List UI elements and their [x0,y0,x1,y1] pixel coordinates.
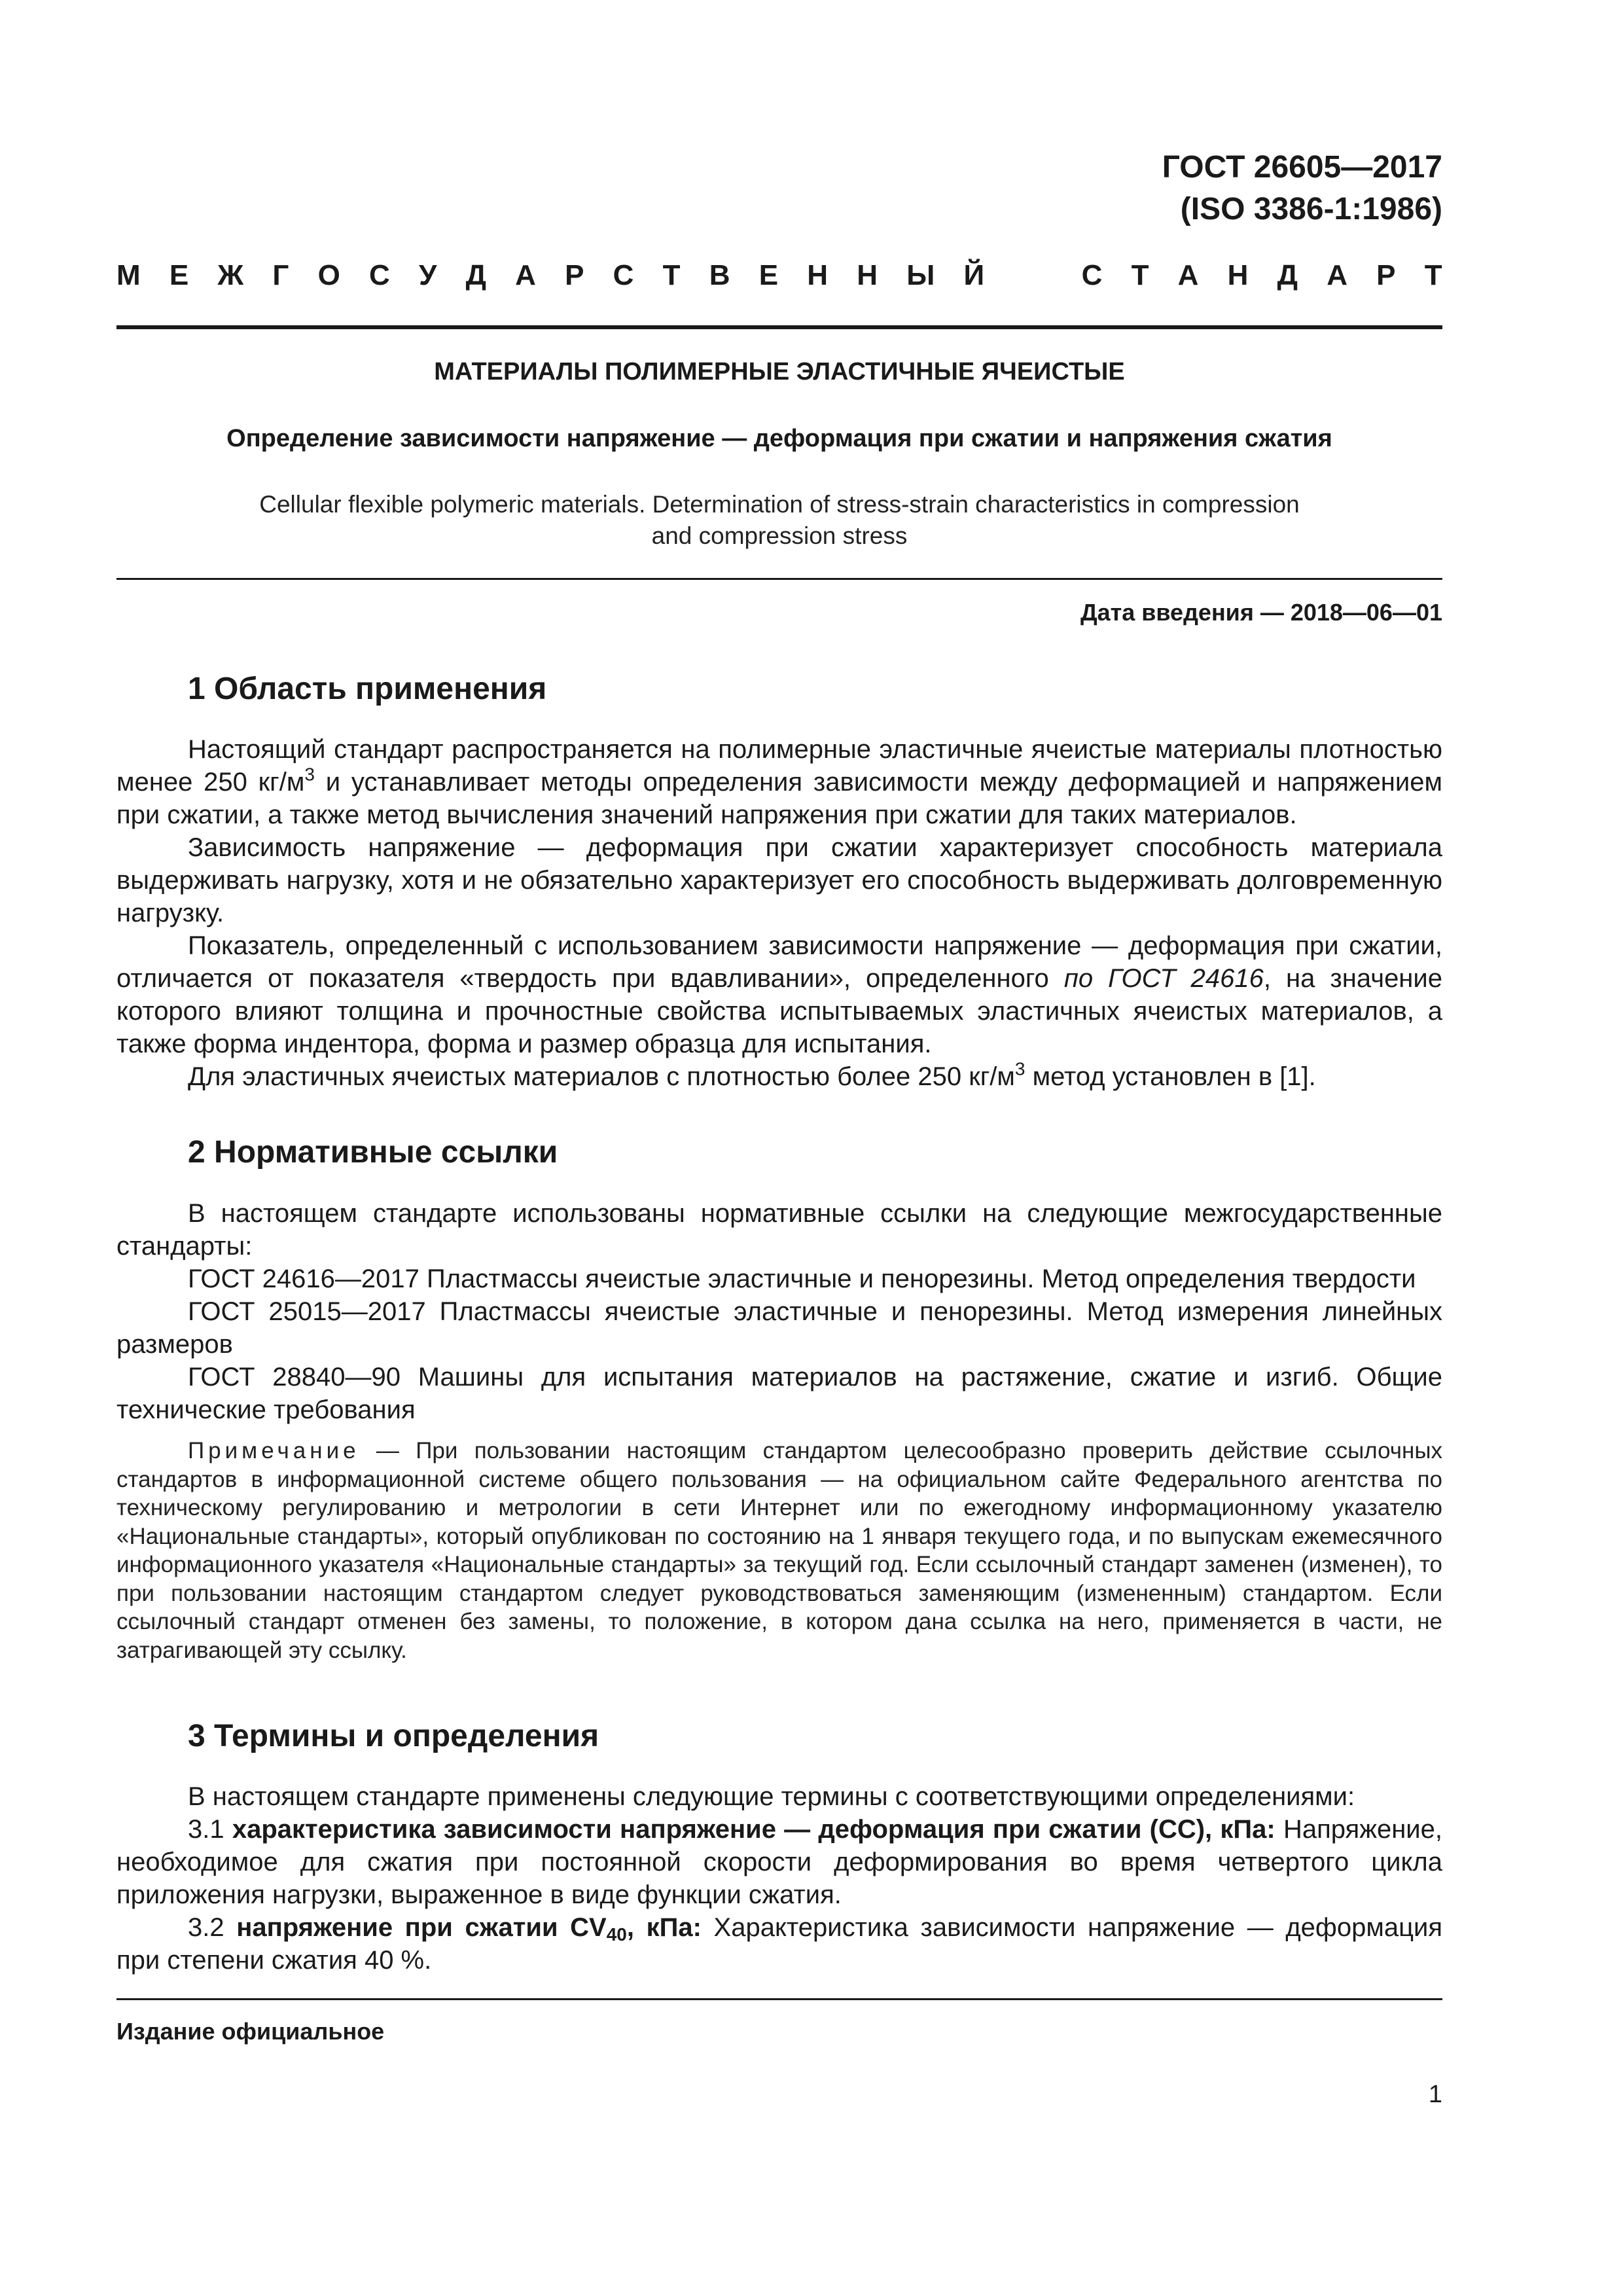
footer-rule [116,1998,1442,2000]
banner-letter: Г [272,259,289,291]
banner-letter: Р [565,259,584,291]
text: метод установлен в [1]. [1025,1062,1316,1091]
section-2-heading: 2 Нормативные ссылки [188,1135,558,1170]
subscript: 40 [606,1924,627,1945]
normative-reference-3: ГОСТ 28840—90 Машины для испытания материалов на растяжение, сжатие и изгиб. Общие технические требования [116,1363,1442,1424]
banner-letter: Д [465,259,486,291]
text: Для эластичных ячеистых материалов с плотностью более 250 кг/м [188,1062,1015,1091]
term-3-2 [116,1911,1442,1977]
banner-letter: М [116,259,141,291]
banner-letter: Ы [906,259,935,291]
banner-letter: Н [857,259,878,291]
section-2-note [116,1437,1442,1664]
section-1-heading: 1 Область применения [188,672,547,706]
banner-letter: Н [807,259,829,291]
header-rule-thick [116,325,1442,329]
term-definition: Напряжение, необходимое для сжатия при постоянной скорости деформирования во время четвертого цикла приложения нагрузки, выраженное в виде функции сжатия. [116,1815,1443,1909]
normative-reference-1: ГОСТ 24616—2017 Пластмассы ячеистые эластичные и пенорезины. Метод определения твердости [188,1265,1416,1293]
banner-gap [1013,257,1052,294]
banner-letter: Е [758,259,779,291]
banner-letter: А [1327,259,1347,291]
banner-letter: С [369,259,390,291]
note-text: — При пользовании настоящим стандартом целесообразно проверить действие ссылочных стандартов в информационной системе общего пользования — на официальном сайте Федерального агентства по техническому регулированию и метрологии в сети Интернет или по ежегодному информационному указателю «Национальные стандарты», который опубликован по состоянию на 1 января текущего года, и по выпускам ежемесячного информационного указателя «Национальные стандарты» за текущий год. Если ссылочный стандарт заменен (изменен), то при пользовании настоящим стандартом следует руководствоваться заменяющим (измененным) стандартом. Если ссылочный стандарт отменен без замены, то положение, в котором дана ссылка на него, применяется в части, не затрагивающей эту ссылку. [116,1438,1442,1663]
term-name [236,1913,702,1945]
introduction-date: Дата введения — 2018—06—01 [1080,599,1442,626]
banner-letter: А [515,259,536,291]
banner-letter: В [709,259,730,291]
title-english-line1: Cellular flexible polymeric materials. Determination of stress-strain characteristics in compression [259,491,1300,518]
banner-letter: Й [963,259,985,291]
note-label: Примечание [188,1438,360,1463]
page-number: 1 [1428,2081,1442,2108]
iso-number: (ISO 3386-1:1986) [1180,192,1442,226]
banner-letter: С [613,259,634,291]
banner-letter: С [1081,259,1103,291]
normative-reference-2: ГОСТ 25015—2017 Пластмассы ячеистые эластичные и пенорезины. Метод измерения линейных размеров [116,1297,1442,1359]
banner-letter: Ж [217,259,244,291]
reference-link[interactable]: по ГОСТ 24616 [1063,964,1264,993]
text: и устанавливает методы определения зависимости между деформацией и напряжением при сжатии, а также метод вычисления значений напряжения при сжатии для таких материалов. [116,768,1442,829]
title-english-line2: and compression stress [651,522,908,549]
text: , на значение которого влияют толщина и прочностные свойства испытываемых эластичных ячеистых материалов, а также форма индентора, форма и размер образца для испытания. [116,964,1442,1058]
text: Настоящий стандарт распространяется на полимерные эластичные ячеистые материалы плотностью менее 250 кг/м [116,735,1442,797]
section-1-paragraph-4 [116,1060,1442,1093]
banner-letter: Т [662,259,681,291]
banner-letter: Е [169,259,189,291]
term-number: 3.1 [188,1815,232,1844]
banner-letter: Н [1227,259,1249,291]
banner-letter: Р [1376,259,1396,291]
official-edition-label: Издание официальное [116,2018,385,2045]
document-page [116,0,1442,2296]
term-name-text: напряжение при сжатии CV [236,1913,607,1942]
section-1-paragraph-3 [116,929,1442,1060]
banner-letter: А [1177,259,1199,291]
title-rule [116,578,1442,580]
term-definition: Характеристика зависимости напряжение — деформация при степени сжатия 40 %. [116,1913,1442,1975]
section-1-paragraph-1 [116,733,1442,831]
doc-number: ГОСТ 26605—2017 [1162,150,1442,185]
term-name-text: , кПа: [626,1913,702,1942]
title-main: МАТЕРИАЛЫ ПОЛИМЕРНЫЕ ЭЛАСТИЧНЫЕ ЯЧЕИСТЫЕ [434,358,1125,386]
section-2-paragraph-1: В настоящем стандарте использованы нормативные ссылки на следующие межгосударственные стандарты: [116,1199,1442,1261]
banner-letter: У [418,259,437,291]
banner-letter: Т [1131,259,1149,291]
text: Показатель, определенный с использованием зависимости напряжение — деформация при сжатии, отличается от показателя «твердость при вдавливании», определенного [116,931,1442,993]
term-3-1 [116,1813,1442,1911]
title-subtitle: Определение зависимости напряжение — деформация при сжатии и напряжения сжатия [226,425,1332,452]
interstate-standard-banner [116,257,1442,294]
section-3-heading: 3 Термины и определения [188,1719,599,1753]
term-name: характеристика зависимости напряжение — деформация при сжатии (CC), кПа: [232,1815,1275,1844]
banner-letter: О [317,259,340,291]
section-3-paragraph-1: В настоящем стандарте применены следующие термины с соответствующими определениями: [188,1782,1355,1811]
banner-letter: Д [1277,259,1298,291]
section-1-paragraph-2: Зависимость напряжение — деформация при сжатии характеризует способность материала выдерживать нагрузку, хотя и не обязательно характеризует его способность выдерживать долговременную нагрузку. [116,833,1442,927]
term-number: 3.2 [188,1913,237,1942]
superscript: 3 [1014,1058,1026,1079]
superscript: 3 [304,764,315,785]
banner-letter: Т [1424,259,1442,291]
title-english [116,489,1442,552]
